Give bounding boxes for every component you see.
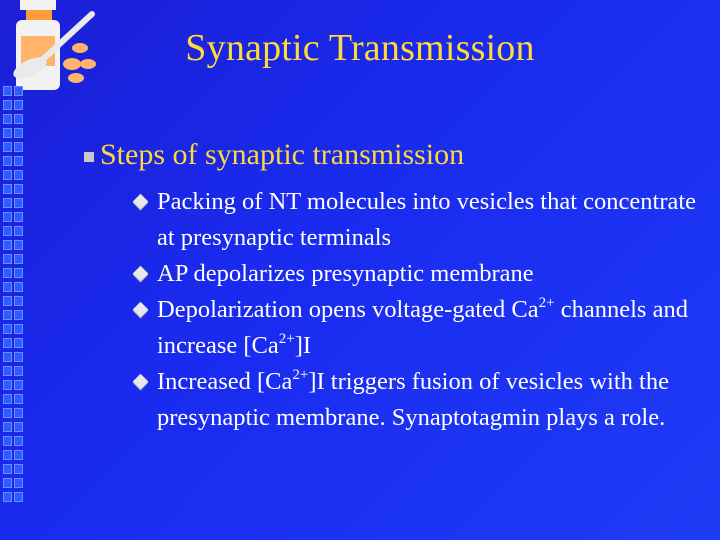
sub-bullet-text-part: Increased [Ca — [157, 368, 293, 395]
superscript: 2+ — [278, 331, 295, 347]
sub-bullet-text-part: channels and increase [Ca — [157, 296, 688, 359]
diamond-bullet-icon — [133, 374, 149, 390]
superscript: 2+ — [292, 367, 309, 383]
sub-bullet-text: AP depolarizes presynaptic membrane — [157, 260, 534, 287]
sub-bullet-item — [132, 184, 712, 256]
superscript: 2+ — [538, 295, 555, 311]
diamond-bullet-icon — [133, 266, 149, 282]
sub-bullet-item — [132, 292, 712, 364]
slide-title: Synaptic Transmission — [185, 27, 535, 69]
decorative-square-strip — [3, 86, 23, 526]
sub-bullet-item — [132, 256, 712, 292]
sub-bullet-text-part: Depolarization opens voltage-gated Ca — [157, 296, 539, 323]
main-bullet — [100, 138, 464, 172]
main-bullet-text: Steps of synaptic transmission — [100, 138, 465, 171]
sub-bullet-text-part: ]I — [294, 332, 312, 359]
diamond-bullet-icon — [133, 302, 149, 318]
diamond-bullet-icon — [133, 194, 149, 210]
sub-bullet-list — [132, 184, 712, 436]
sub-bullet-text: Packing of NT molecules into vesicles that concentrate at presynaptic terminals — [157, 188, 697, 251]
sub-bullet-text-part: ]I triggers fusion of vesicles with the presynaptic membrane. Synaptotagmin plays a role. — [157, 368, 669, 431]
square-bullet-icon — [84, 152, 94, 162]
sub-bullet-item — [132, 364, 712, 436]
